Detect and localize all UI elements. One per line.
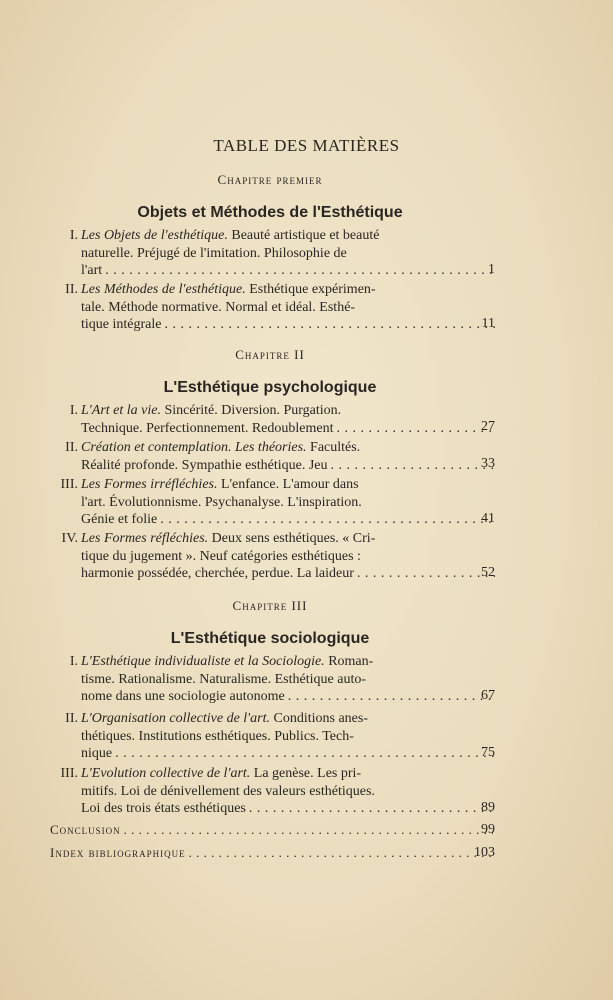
page-number: 11 <box>481 316 495 331</box>
entry-line: Roman- <box>328 654 374 669</box>
page-number: 89 <box>481 800 495 815</box>
entry-line: l'art. Évolutionnisme. Psychanalyse. L'inspiration. <box>81 494 362 510</box>
page-number: 33 <box>481 456 495 471</box>
entry-line: tique du jugement ». Neuf catégories esthétiques : <box>81 548 361 564</box>
entry-title: L'Art et la vie. <box>81 403 161 418</box>
entry-line: Deux sens esthétiques. « Cri- <box>211 531 376 546</box>
leader-dots <box>124 822 493 838</box>
entry-last-line: tique intégrale <box>81 317 162 333</box>
toc-entry[interactable] <box>48 227 498 280</box>
toc-index-entry[interactable] <box>50 845 496 861</box>
entry-line: Conditions anes- <box>273 711 368 726</box>
entry-line: mitifs. Loi de dénivellement des valeurs esthétiques. <box>81 783 375 799</box>
toc-entry[interactable] <box>48 476 498 529</box>
toc-conclusion-entry[interactable] <box>50 822 496 838</box>
entry-line: Facultés. <box>310 440 361 455</box>
toc-entry[interactable] <box>48 530 498 583</box>
chapter-title: Objets et Méthodes de l'Esthétique <box>137 204 403 221</box>
entry-title: L'Evolution collective de l'art. <box>81 766 251 781</box>
entry-line: La genèse. Les pri- <box>253 766 362 781</box>
entry-line: tale. Méthode normative. Normal et idéal. Esthé- <box>81 299 356 315</box>
entry-number: I. <box>69 228 78 243</box>
entry-number: II. <box>65 440 78 455</box>
toc-entry[interactable] <box>48 281 498 334</box>
entry-number: II. <box>65 711 78 726</box>
chapter-title: L'Esthétique psychologique <box>163 379 377 396</box>
entry-number: III. <box>60 477 78 492</box>
leader-dots <box>164 316 495 334</box>
page-number: 103 <box>474 845 495 860</box>
page-number: 52 <box>481 565 495 580</box>
entry-line: tisme. Rationalisme. Naturalisme. Esthétique auto- <box>81 671 366 687</box>
page-number: 1 <box>488 262 495 277</box>
entry-line: Sincérité. Diversion. Purgation. <box>164 403 342 418</box>
toc-entry[interactable] <box>48 439 498 474</box>
page-number: 41 <box>481 511 495 526</box>
entry-number: I. <box>69 403 78 418</box>
page-number: 67 <box>481 688 495 703</box>
entry-last-line: Réalité profonde. Sympathie esthétique. Jeu <box>81 457 328 473</box>
entry-number: III. <box>60 766 78 781</box>
entry-line: naturelle. Préjugé de l'imitation. Philosophie de <box>81 245 347 261</box>
entry-last-line: Loi des trois états esthétiques <box>81 801 246 817</box>
leader-dots <box>115 745 495 763</box>
entry-label: Index bibliographique <box>50 845 186 860</box>
entry-last-line: harmonie possédée, cherchée, perdue. La laideur <box>81 566 354 582</box>
entry-line: Beauté artistique et beauté <box>231 228 380 243</box>
leader-dots <box>105 262 495 280</box>
page-title: TABLE DES MATIÈRES <box>213 136 400 155</box>
entry-last-line: nome dans une sociologie autonome <box>81 689 285 705</box>
chapter-label: Chapitre III <box>232 598 308 613</box>
entry-title: Les Formes réfléchies. <box>81 531 209 546</box>
entry-title: Les Formes irréfléchies. <box>81 477 218 492</box>
chapter-label: Chapitre II <box>235 347 305 362</box>
entry-title: L'Esthétique individualiste et la Sociologie. <box>81 654 325 669</box>
entry-last-line: Génie et folie <box>81 512 158 528</box>
entry-line: thétiques. Institutions esthétiques. Publics. Tech- <box>81 728 354 744</box>
entry-number: I. <box>69 654 78 669</box>
entry-line: Esthétique expérimen- <box>249 282 376 297</box>
entry-title: Les Objets de l'esthétique. <box>81 228 228 243</box>
toc-entry[interactable] <box>48 653 498 706</box>
entry-line: L'enfance. L'amour dans <box>220 477 359 492</box>
entry-last-line: Technique. Perfectionnement. Redoublement <box>81 420 334 436</box>
entry-last-line: l'art <box>81 263 103 279</box>
leader-dots <box>189 845 493 861</box>
page-number: 75 <box>481 745 495 760</box>
toc-entry[interactable] <box>48 765 498 818</box>
entry-number: IV. <box>61 531 78 546</box>
page-number: 27 <box>481 419 495 434</box>
page-number: 99 <box>481 822 495 837</box>
leader-dots <box>160 511 495 529</box>
toc-entry[interactable] <box>48 710 498 763</box>
entry-label: Conclusion <box>50 822 121 837</box>
entry-title: L'Organisation collective de l'art. <box>81 711 270 726</box>
entry-title: Les Méthodes de l'esthétique. <box>81 282 246 297</box>
entry-last-line: nique <box>81 746 113 762</box>
entry-number: II. <box>65 282 78 297</box>
chapter-title: L'Esthétique sociologique <box>170 630 370 647</box>
entry-title: Création et contemplation. Les théories. <box>81 440 307 455</box>
toc-entry[interactable] <box>48 402 498 437</box>
chapter-label: Chapitre premier <box>217 172 323 187</box>
